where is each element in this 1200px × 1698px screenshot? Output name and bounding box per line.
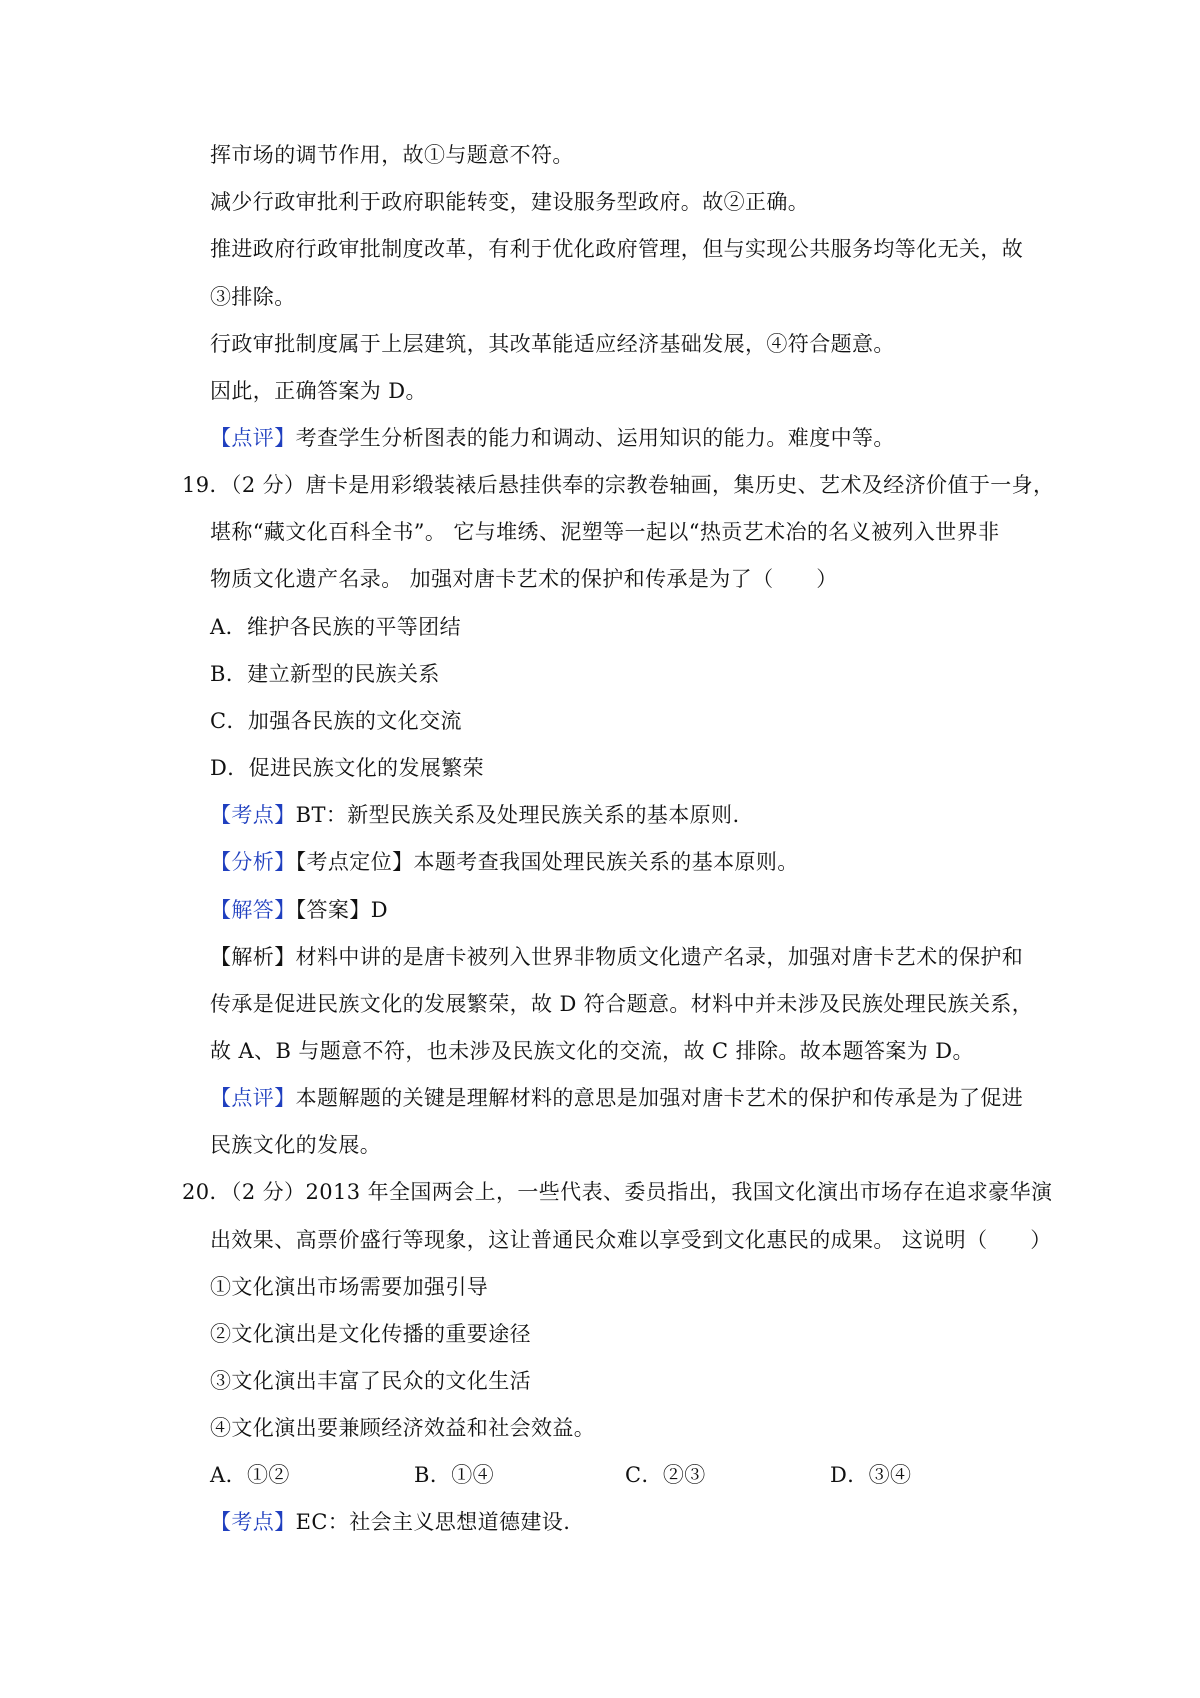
jieda-tag: 【解答】 — [210, 898, 296, 922]
q20-options — [210, 1460, 1010, 1490]
prev-line-3: 推进政府行政审批制度改革，有利于优化政府管理，但与实现公共服务均等化无关，故 — [210, 237, 1024, 261]
q19-kaodian — [210, 800, 740, 830]
review-text: 考查学生分析图表的能力和调动、运用知识的能力。难度中等。 — [295, 426, 895, 450]
q20-statement-2: ②文化演出是文化传播的重要途径 — [210, 1322, 531, 1346]
review-tag: 【点评】 — [210, 1086, 296, 1110]
review-tag: 【点评】 — [210, 426, 296, 450]
q20-statement-3: ③文化演出丰富了民众的文化生活 — [210, 1369, 531, 1393]
prev-line-2: 减少行政审批利于政府职能转变，建设服务型政府。故②正确。 — [210, 190, 810, 214]
prev-line-4: ③排除。 — [210, 285, 296, 309]
q20-option-b: B．①④ — [414, 1463, 495, 1487]
q20-option-a: A．①② — [210, 1463, 290, 1487]
kaodian-tag: 【考点】 — [210, 803, 296, 827]
review-text: 本题解题的关键是理解材料的意思是加强对唐卡艺术的保护和传承是为了促进 — [295, 1086, 1024, 1110]
q19-option-a: A．维护各民族的平等团结 — [210, 615, 461, 639]
q19-jiexi-line-3: 故 A、B 与题意不符，也未涉及民族文化的交流，故 C 排除。故本题答案为 D。 — [210, 1039, 974, 1063]
q19-review-line-2: 民族文化的发展。 — [210, 1133, 382, 1157]
q19-option-c: C．加强各民族的文化交流 — [210, 709, 462, 733]
q19-stem-line-1: 19．（2 分）唐卡是用彩缎装裱后悬挂供奉的宗教卷轴画，集历史、艺术及经济价值于一身， — [182, 473, 1055, 497]
q19-jieda — [210, 895, 388, 925]
q20-kaodian — [210, 1507, 570, 1537]
q20-stem-line-1: 20．（2 分）2013 年全国两会上，一些代表、委员指出，我国文化演出市场存在追求豪华演 — [182, 1180, 1053, 1204]
q19-jiexi-line-1: 【解析】材料中讲的是唐卡被列入世界非物质文化遗产名录，加强对唐卡艺术的保护和 — [210, 945, 1024, 969]
fenxi-tag: 【分析】 — [210, 850, 296, 874]
q20-statement-1: ①文化演出市场需要加强引导 — [210, 1275, 489, 1299]
q19-option-b: B．建立新型的民族关系 — [210, 662, 440, 686]
q19-fenxi — [210, 847, 799, 877]
q19-jiexi-line-2: 传承是促进民族文化的发展繁荣，故 D 符合题意。材料中并未涉及民族处理民族关系， — [210, 992, 1034, 1016]
q19-review-line-1 — [210, 1083, 1023, 1113]
q20-statement-4: ④文化演出要兼顾经济效益和社会效益。 — [210, 1416, 596, 1440]
prev-line-5: 行政审批制度属于上层建筑，其改革能适应经济基础发展，④符合题意。 — [210, 332, 895, 356]
kaodian-text: EC：社会主义思想道德建设. — [295, 1510, 571, 1534]
q19-stem-line-3: 物质文化遗产名录。 加强对唐卡艺术的保护和传承是为了（ ） — [210, 567, 838, 591]
q19-stem-line-2: 堪称“藏文化百科全书”。 它与堆绣、泥塑等一起以“热贡艺术冶的名义被列入世界非 — [210, 520, 1000, 544]
q20-option-c: C．②③ — [625, 1463, 706, 1487]
q19-option-d: D．促进民族文化的发展繁荣 — [210, 756, 485, 780]
prev-line-6: 因此，正确答案为 D。 — [210, 379, 427, 403]
prev-review — [210, 423, 895, 453]
kaodian-tag: 【考点】 — [210, 1510, 296, 1534]
prev-line-1: 挥市场的调节作用，故①与题意不符。 — [210, 143, 574, 167]
q20-stem-line-2: 出效果、高票价盛行等现象，这让普通民众难以享受到文化惠民的成果。 这说明（ ） — [210, 1228, 1052, 1252]
jieda-text: 【答案】D — [295, 898, 388, 922]
fenxi-text: 【考点定位】本题考查我国处理民族关系的基本原则。 — [295, 850, 799, 874]
kaodian-text: BT：新型民族关系及处理民族关系的基本原则. — [295, 803, 740, 827]
q20-option-d: D．③④ — [830, 1463, 912, 1487]
